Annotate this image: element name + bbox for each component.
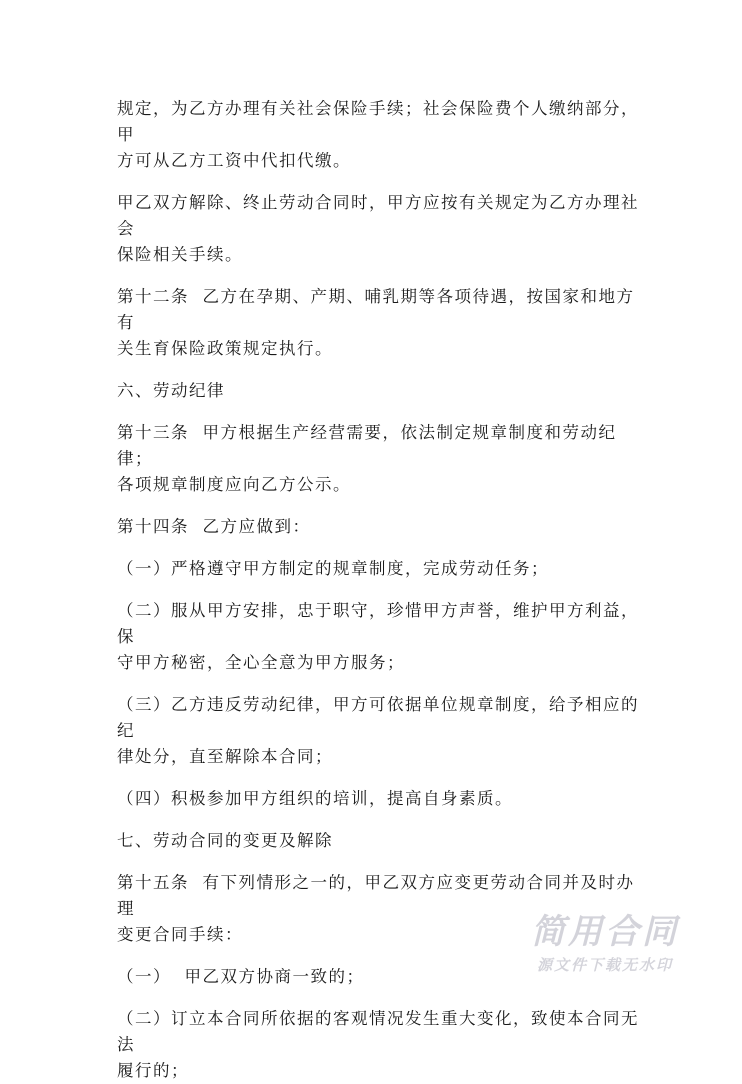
- paragraph-termination-insurance: 甲乙双方解除、终止劳动合同时，甲方应按有关规定为乙方办理社会 保险相关手续。: [117, 193, 639, 264]
- list-item-15-2: （二）订立本合同所依据的客观情况发生重大变化，致使本合同无法 履行的；: [117, 1009, 639, 1080]
- paragraph-article-13: 第十三条 甲方根据生产经营需要，依法制定规章制度和劳动纪律； 各项规章制度应向乙方公示。: [117, 423, 617, 494]
- paragraph-article-15: 第十五条 有下列情形之一的，甲乙双方应变更劳动合同并及时办理 变更合同手续：: [117, 873, 635, 944]
- list-item-14-2: （二）服从甲方安排，忠于职守，珍惜甲方声誉，维护甲方利益，保 守甲方秘密，全心全意为甲方服务；: [117, 601, 639, 672]
- list-item-14-4: （四）积极参加甲方组织的培训，提高自身素质。: [117, 789, 513, 808]
- paragraph-social-insurance: 规定，为乙方办理有关社会保险手续；社会保险费个人缴纳部分，甲 方可从乙方工资中代扣代缴。: [117, 99, 639, 170]
- paragraph-article-14: 第十四条 乙方应做到：: [117, 517, 311, 536]
- watermark-main-text: 简用合同: [531, 912, 679, 952]
- section-heading-labor-discipline: 六、劳动纪律: [117, 381, 225, 400]
- watermark-sub-text: 源文件下载无水印: [536, 956, 673, 974]
- watermark-logo: [505, 912, 705, 976]
- list-item-14-3: （三）乙方违反劳动纪律，甲方可依据单位规章制度，给予相应的纪 律处分，直至解除本合同；: [117, 695, 639, 766]
- paragraph-article-12: 第十二条 乙方在孕期、产期、哺乳期等各项待遇，按国家和地方有 关生育保险政策规定执行。: [117, 287, 635, 358]
- list-item-14-1: （一）严格遵守甲方制定的规章制度，完成劳动任务；: [117, 559, 549, 578]
- list-item-15-1: （一） 甲乙双方协商一致的；: [117, 967, 365, 986]
- section-heading-contract-change: 七、劳动合同的变更及解除: [117, 831, 333, 850]
